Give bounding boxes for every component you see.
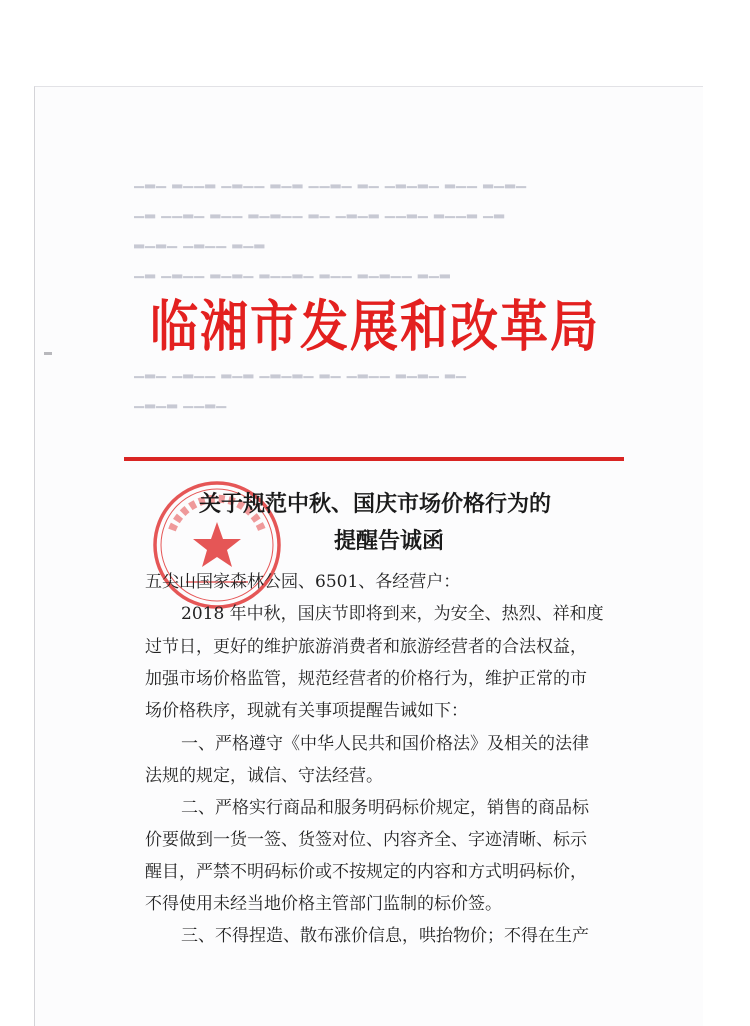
bleed-through-text: ▁▂▁ ▂▁▁▂ ▁▂▁▁ ▂▁▂ ▁▁▂▁ ▂▁ ▁▂▁▂▁ ▂▁▁ ▂▁▂▁ [134,174,527,189]
document-sheet [34,86,703,1026]
body-line: 三、不得捏造、散布涨价信息，哄抬物价；不得在生产 [181,926,589,946]
bleed-through-text: ▂▁▂▁ ▁▂▁▁ ▂▁▂ [134,234,266,249]
body-line: 不得使用未经当地价格主管部门监制的标价签。 [145,894,502,914]
bleed-through-text: ▁▂ ▁▂▁▁ ▂▁▂▁ ▂▁▁▂▁ ▂▁▁ ▂▁▂▁▁ ▂▁▂ [134,264,451,279]
body-line: 一、严格遵守《中华人民共和国价格法》及相关的法律 [181,734,589,754]
body-line: 场价格秩序，现就有关事项提醒告诫如下： [145,701,468,721]
document-title-line-1: 关于规范中秋、国庆市场价格行为的 [198,491,551,517]
header-red-rule [124,457,624,461]
body-line: 价要做到一货一签、货签对位、内容齐全、字迹清晰、标示 [145,830,587,850]
recipient-line: 五尖山国家森林公园、6501、各经营户： [145,572,461,592]
document-title-line-2: 提醒告诚函 [333,528,444,554]
body-line: 过节日，更好的维护旅游消费者和旅游经营者的合法权益， [145,637,587,657]
bleed-through-text: ▁▂▁▂ ▁▁▂▁ [134,394,228,409]
bleed-through-text: ▁▂▁ ▁▂▁▁ ▂▁▂ ▁▂▁▂▁ ▂▁ ▁▂▁▁ ▂▁▂▁ ▂▁ [134,364,467,379]
issuing-organization-title: 临湘市发展和改革局 [149,294,600,360]
body-line: 法规的规定，诚信、守法经营。 [145,766,383,786]
bleed-through-text: ▁▂ ▁▁▂▁ ▂▁▁ ▂▁▂▁▁ ▂▁ ▁▂▁▂ ▁▁▂▁ ▂▁▁▂ ▁▂ [134,204,505,219]
body-line: 醒目，严禁不明码标价或不按规定的内容和方式明码标价， [145,862,587,882]
body-line: 2018 年中秋，国庆节即将到来，为安全、热烈、祥和度 [181,604,604,624]
body-line: 加强市场价格监管，规范经营者的价格行为，维护正常的市 [145,669,587,689]
body-line: 二、严格实行商品和服务明码标价规定，销售的商品标 [181,798,589,818]
